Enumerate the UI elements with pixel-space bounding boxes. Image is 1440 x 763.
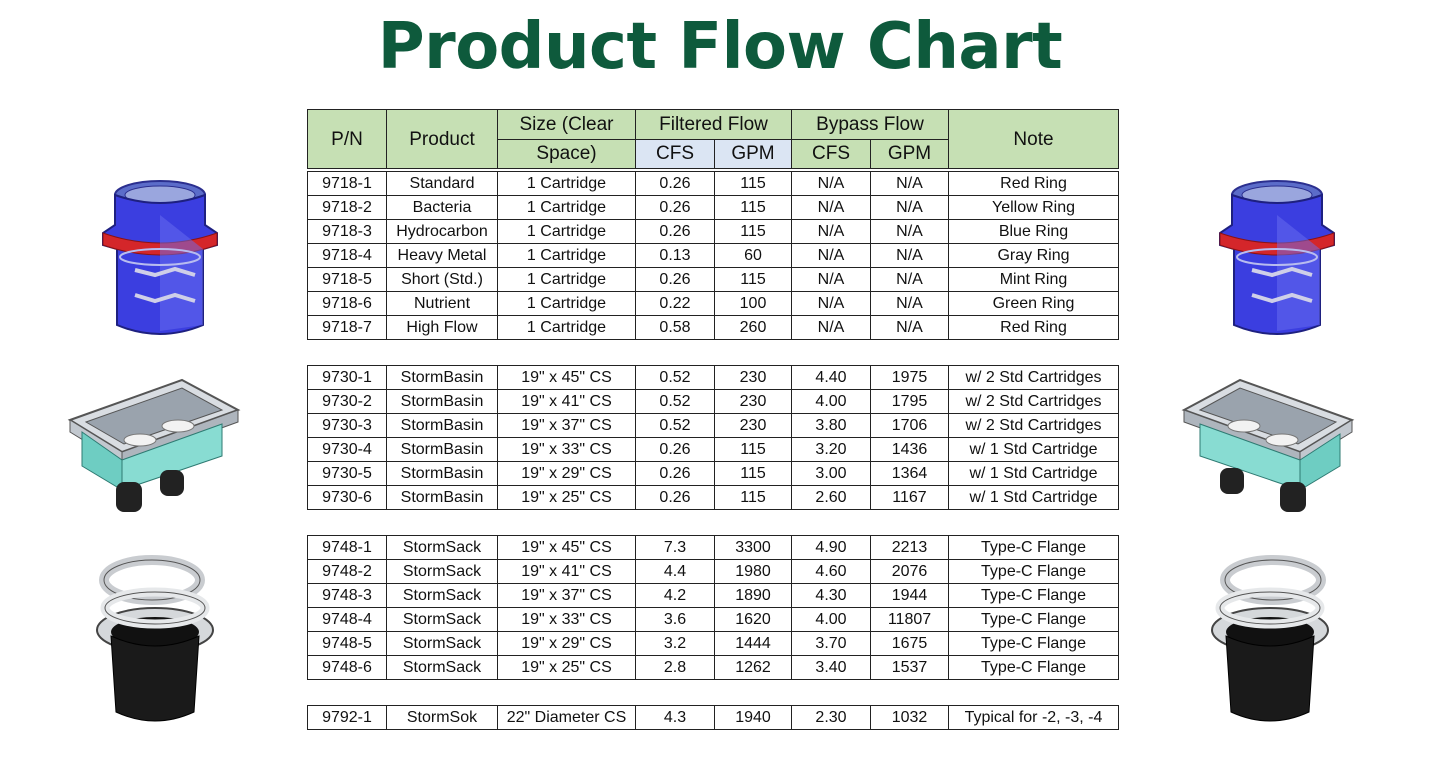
cell-product-name: StormSok	[387, 706, 498, 730]
cell-filtered-gpm: 230	[715, 414, 792, 438]
cell-part-number: 9718-6	[308, 292, 387, 316]
table-row	[308, 706, 1119, 730]
cell-bypass-gpm: 1975	[871, 366, 949, 390]
cell-bypass-gpm: N/A	[871, 172, 949, 196]
cell-bypass-cfs: N/A	[792, 316, 871, 340]
cell-part-number: 9748-5	[308, 632, 387, 656]
cell-note: Yellow Ring	[949, 196, 1119, 220]
cell-part-number: 9730-1	[308, 366, 387, 390]
cell-part-number: 9718-5	[308, 268, 387, 292]
cell-bypass-gpm: N/A	[871, 292, 949, 316]
cell-bypass-gpm: 1944	[871, 584, 949, 608]
cell-filtered-cfs: 7.3	[636, 536, 715, 560]
cell-note: Type-C Flange	[949, 560, 1119, 584]
cell-bypass-cfs: 4.60	[792, 560, 871, 584]
cell-filtered-gpm: 115	[715, 196, 792, 220]
cell-filtered-gpm: 230	[715, 390, 792, 414]
cell-bypass-cfs: N/A	[792, 268, 871, 292]
cell-part-number: 9730-4	[308, 438, 387, 462]
cell-product-name: StormBasin	[387, 366, 498, 390]
header-note: Note	[949, 110, 1119, 169]
table-row	[308, 172, 1119, 196]
section-stormsack-table	[307, 535, 1119, 680]
cell-product-name: High Flow	[387, 316, 498, 340]
cell-size: 19" x 41" CS	[498, 390, 636, 414]
cell-filtered-gpm: 115	[715, 172, 792, 196]
cell-filtered-cfs: 2.8	[636, 656, 715, 680]
cell-filtered-gpm: 1444	[715, 632, 792, 656]
cell-part-number: 9748-1	[308, 536, 387, 560]
cell-size: 19" x 41" CS	[498, 560, 636, 584]
cell-filtered-cfs: 0.52	[636, 390, 715, 414]
page-title: Product Flow Chart	[377, 10, 1063, 84]
cell-part-number: 9730-5	[308, 462, 387, 486]
cartridge-filter-icon	[95, 175, 225, 340]
cell-note: w/ 2 Std Cartridges	[949, 366, 1119, 390]
cell-note: Type-C Flange	[949, 632, 1119, 656]
cell-filtered-gpm: 115	[715, 438, 792, 462]
cell-filtered-gpm: 1890	[715, 584, 792, 608]
cell-bypass-cfs: 3.80	[792, 414, 871, 438]
cell-note: Red Ring	[949, 172, 1119, 196]
cell-filtered-gpm: 3300	[715, 536, 792, 560]
cell-size: 19" x 33" CS	[498, 438, 636, 462]
cell-filtered-gpm: 115	[715, 486, 792, 510]
cell-filtered-gpm: 1980	[715, 560, 792, 584]
cell-filtered-cfs: 0.26	[636, 196, 715, 220]
table-row	[308, 608, 1119, 632]
cell-bypass-gpm: 1364	[871, 462, 949, 486]
cell-product-name: StormBasin	[387, 486, 498, 510]
cell-product-name: StormSack	[387, 584, 498, 608]
cell-bypass-gpm: N/A	[871, 220, 949, 244]
cell-part-number: 9718-3	[308, 220, 387, 244]
cell-filtered-cfs: 0.26	[636, 172, 715, 196]
cell-part-number: 9718-1	[308, 172, 387, 196]
cell-product-name: StormBasin	[387, 414, 498, 438]
cell-product-name: Nutrient	[387, 292, 498, 316]
cell-size: 1 Cartridge	[498, 220, 636, 244]
header-filtered-cfs: CFS	[636, 140, 715, 169]
cell-bypass-cfs: N/A	[792, 292, 871, 316]
table-row	[308, 390, 1119, 414]
cell-note: Green Ring	[949, 292, 1119, 316]
cell-bypass-cfs: 3.00	[792, 462, 871, 486]
cell-bypass-cfs: 4.40	[792, 366, 871, 390]
cell-size: 19" x 29" CS	[498, 462, 636, 486]
cell-size: 1 Cartridge	[498, 316, 636, 340]
header-pn: P/N	[308, 110, 387, 169]
header-size-line2: Space)	[498, 140, 636, 169]
table-row	[308, 656, 1119, 680]
table-row	[308, 366, 1119, 390]
cell-filtered-cfs: 0.52	[636, 414, 715, 438]
cell-bypass-cfs: 3.40	[792, 656, 871, 680]
table-row	[308, 560, 1119, 584]
header-filtered-gpm: GPM	[715, 140, 792, 169]
cell-filtered-gpm: 260	[715, 316, 792, 340]
table-row	[308, 220, 1119, 244]
cell-size: 19" x 37" CS	[498, 584, 636, 608]
cell-size: 19" x 45" CS	[498, 536, 636, 560]
cell-filtered-gpm: 115	[715, 462, 792, 486]
cell-bypass-gpm: 2076	[871, 560, 949, 584]
cell-filtered-cfs: 0.26	[636, 220, 715, 244]
table-row	[308, 244, 1119, 268]
cell-product-name: StormSack	[387, 560, 498, 584]
section-stormbasin-table	[307, 365, 1119, 510]
cell-filtered-cfs: 0.26	[636, 268, 715, 292]
cell-product-name: Standard	[387, 172, 498, 196]
cell-part-number: 9718-2	[308, 196, 387, 220]
cell-note: Type-C Flange	[949, 536, 1119, 560]
cartridge-filter-icon	[1212, 175, 1342, 340]
cell-filtered-cfs: 4.4	[636, 560, 715, 584]
cell-size: 19" x 25" CS	[498, 486, 636, 510]
cell-note: Blue Ring	[949, 220, 1119, 244]
table-row	[308, 536, 1119, 560]
table-row	[308, 584, 1119, 608]
header-filtered-flow: Filtered Flow	[636, 110, 792, 140]
cell-filtered-cfs: 0.13	[636, 244, 715, 268]
cell-product-name: StormSack	[387, 656, 498, 680]
cell-bypass-cfs: N/A	[792, 196, 871, 220]
header-size-line1: Size (Clear	[498, 110, 636, 140]
cell-filtered-cfs: 0.58	[636, 316, 715, 340]
cell-bypass-gpm: 11807	[871, 608, 949, 632]
cell-part-number: 9730-2	[308, 390, 387, 414]
cell-filtered-cfs: 0.26	[636, 438, 715, 462]
cell-size: 19" x 29" CS	[498, 632, 636, 656]
section-stormsok-table	[307, 705, 1119, 730]
cell-bypass-gpm: 2213	[871, 536, 949, 560]
cell-size: 1 Cartridge	[498, 268, 636, 292]
header-bypass-flow: Bypass Flow	[792, 110, 949, 140]
cell-filtered-gpm: 115	[715, 268, 792, 292]
header-bypass-gpm: GPM	[871, 140, 949, 169]
cell-bypass-gpm: N/A	[871, 196, 949, 220]
cell-product-name: Hydrocarbon	[387, 220, 498, 244]
cell-product-name: StormSack	[387, 608, 498, 632]
cell-bypass-cfs: N/A	[792, 172, 871, 196]
cell-bypass-gpm: 1675	[871, 632, 949, 656]
cell-filtered-gpm: 100	[715, 292, 792, 316]
cell-size: 19" x 25" CS	[498, 656, 636, 680]
cell-size: 1 Cartridge	[498, 172, 636, 196]
cell-filtered-cfs: 0.52	[636, 366, 715, 390]
cell-bypass-cfs: 3.20	[792, 438, 871, 462]
cell-note: w/ 1 Std Cartridge	[949, 486, 1119, 510]
cell-product-name: StormBasin	[387, 462, 498, 486]
cell-filtered-gpm: 1262	[715, 656, 792, 680]
cell-product-name: StormSack	[387, 632, 498, 656]
cell-filtered-cfs: 3.2	[636, 632, 715, 656]
cell-product-name: Short (Std.)	[387, 268, 498, 292]
cell-bypass-gpm: 1436	[871, 438, 949, 462]
cell-part-number: 9792-1	[308, 706, 387, 730]
cell-bypass-cfs: 3.70	[792, 632, 871, 656]
cell-note: Type-C Flange	[949, 608, 1119, 632]
cell-product-name: Bacteria	[387, 196, 498, 220]
cell-filtered-cfs: 0.26	[636, 462, 715, 486]
cell-note: w/ 2 Std Cartridges	[949, 414, 1119, 438]
cell-bypass-gpm: 1795	[871, 390, 949, 414]
cell-size: 1 Cartridge	[498, 292, 636, 316]
cell-filtered-cfs: 4.2	[636, 584, 715, 608]
cell-size: 19" x 33" CS	[498, 608, 636, 632]
table-row	[308, 632, 1119, 656]
cell-part-number: 9748-4	[308, 608, 387, 632]
cell-bypass-cfs: 4.90	[792, 536, 871, 560]
table-row	[308, 316, 1119, 340]
cell-note: Type-C Flange	[949, 584, 1119, 608]
cell-bypass-cfs: 4.30	[792, 584, 871, 608]
cell-note: w/ 1 Std Cartridge	[949, 438, 1119, 462]
table-row	[308, 438, 1119, 462]
cell-bypass-cfs: 4.00	[792, 390, 871, 414]
cell-note: w/ 1 Std Cartridge	[949, 462, 1119, 486]
stormsack-icon	[1205, 552, 1335, 732]
cell-bypass-cfs: N/A	[792, 220, 871, 244]
cell-note: Gray Ring	[949, 244, 1119, 268]
cell-filtered-gpm: 1620	[715, 608, 792, 632]
cell-bypass-cfs: 2.30	[792, 706, 871, 730]
cell-bypass-gpm: 1537	[871, 656, 949, 680]
cell-filtered-gpm: 115	[715, 220, 792, 244]
cell-bypass-gpm: 1032	[871, 706, 949, 730]
table-row	[308, 196, 1119, 220]
cell-bypass-gpm: N/A	[871, 244, 949, 268]
cell-product-name: Heavy Metal	[387, 244, 498, 268]
cell-filtered-cfs: 0.22	[636, 292, 715, 316]
header-product: Product	[387, 110, 498, 169]
cell-bypass-cfs: 2.60	[792, 486, 871, 510]
cell-filtered-gpm: 1940	[715, 706, 792, 730]
cell-filtered-gpm: 230	[715, 366, 792, 390]
table-header	[307, 109, 1119, 169]
cell-filtered-cfs: 4.3	[636, 706, 715, 730]
cell-part-number: 9748-3	[308, 584, 387, 608]
section-cartridge-table	[307, 171, 1119, 340]
table-row	[308, 292, 1119, 316]
table-row	[308, 462, 1119, 486]
cell-product-name: StormBasin	[387, 438, 498, 462]
cell-size: 19" x 45" CS	[498, 366, 636, 390]
cell-part-number: 9718-7	[308, 316, 387, 340]
cell-part-number: 9718-4	[308, 244, 387, 268]
cell-bypass-gpm: N/A	[871, 268, 949, 292]
cell-part-number: 9748-2	[308, 560, 387, 584]
table-row	[308, 486, 1119, 510]
cell-size: 1 Cartridge	[498, 244, 636, 268]
stormbasin-icon	[1180, 370, 1360, 520]
cell-product-name: StormBasin	[387, 390, 498, 414]
cell-bypass-gpm: 1167	[871, 486, 949, 510]
cell-bypass-cfs: N/A	[792, 244, 871, 268]
cell-part-number: 9730-6	[308, 486, 387, 510]
cell-product-name: StormSack	[387, 536, 498, 560]
cell-size: 22" Diameter CS	[498, 706, 636, 730]
cell-filtered-cfs: 3.6	[636, 608, 715, 632]
cell-note: Typical for -2, -3, -4	[949, 706, 1119, 730]
cell-part-number: 9730-3	[308, 414, 387, 438]
cell-bypass-gpm: 1706	[871, 414, 949, 438]
table-row	[308, 268, 1119, 292]
cell-note: w/ 2 Std Cartridges	[949, 390, 1119, 414]
cell-note: Mint Ring	[949, 268, 1119, 292]
cell-size: 19" x 37" CS	[498, 414, 636, 438]
cell-note: Type-C Flange	[949, 656, 1119, 680]
stormsack-icon	[90, 552, 220, 732]
header-bypass-cfs: CFS	[792, 140, 871, 169]
cell-filtered-gpm: 60	[715, 244, 792, 268]
cell-filtered-cfs: 0.26	[636, 486, 715, 510]
table-row	[308, 414, 1119, 438]
cell-note: Red Ring	[949, 316, 1119, 340]
cell-part-number: 9748-6	[308, 656, 387, 680]
cell-bypass-cfs: 4.00	[792, 608, 871, 632]
stormbasin-icon	[62, 370, 242, 520]
cell-bypass-gpm: N/A	[871, 316, 949, 340]
cell-size: 1 Cartridge	[498, 196, 636, 220]
